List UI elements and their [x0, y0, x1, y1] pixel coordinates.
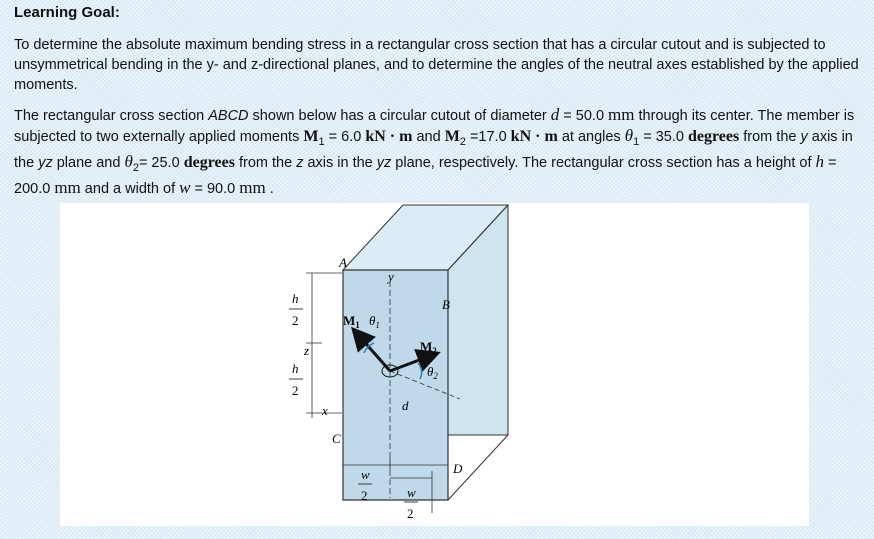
learning-goal-text: To determine the absolute maximum bending stress in a rectangular cross section that has a circular cutout and is subjected to unsymmetrical bending in the y- and z-directional planes, and to determine the angles of the neutral axes established by the applied moments.	[14, 37, 859, 93]
w-fraction-den-right: 2	[407, 506, 414, 521]
corner-d-label: D	[453, 461, 463, 476]
corner-b-label: B	[442, 297, 450, 312]
h-fraction-num-bottom: h	[292, 361, 299, 376]
diameter-label: d	[402, 398, 409, 413]
z-axis-label: z	[304, 343, 310, 358]
m1-label: $M_1$	[343, 313, 360, 330]
cross-section-figure	[60, 203, 809, 526]
h-fraction-den-top: 2	[292, 313, 299, 328]
h-fraction-num-top: h	[292, 291, 299, 306]
w-fraction-num-right: w	[407, 485, 416, 500]
y-axis-label: y	[388, 269, 394, 284]
x-axis-label: x	[322, 403, 328, 418]
corner-c-label: C	[332, 431, 341, 446]
w-fraction-num-left: w	[361, 467, 370, 482]
theta1-label: $\theta_1$	[369, 313, 380, 330]
problem-statement: The rectangular cross section ABCD shown below has a circular cutout of diameter d = 50.0 mm through its center. The member is subjected to two externally applied moments $M_1 = 6.0$ kN · m and $M_2 =17.0$ kN · m at angles $\theta_1 = 35.0$ degrees from the y axis in the yz plane and $\theta_2= 25.0$ degrees from the z axis in the yz plane, respectively. The rectangular cross section has a height of h = 200.0 mm and a width of w = 90.0 mm .	[14, 105, 855, 197]
theta2-label: $\theta_2$	[427, 364, 438, 381]
corner-a-label: A	[339, 255, 347, 270]
block-front-face	[343, 270, 448, 500]
figure-panel	[60, 203, 809, 526]
learning-goal-heading: Learning Goal:	[14, 4, 120, 21]
h-fraction-den-bottom: 2	[292, 383, 299, 398]
w-fraction-den-left: 2	[361, 488, 368, 503]
m2-label: $M_2$	[420, 339, 437, 356]
